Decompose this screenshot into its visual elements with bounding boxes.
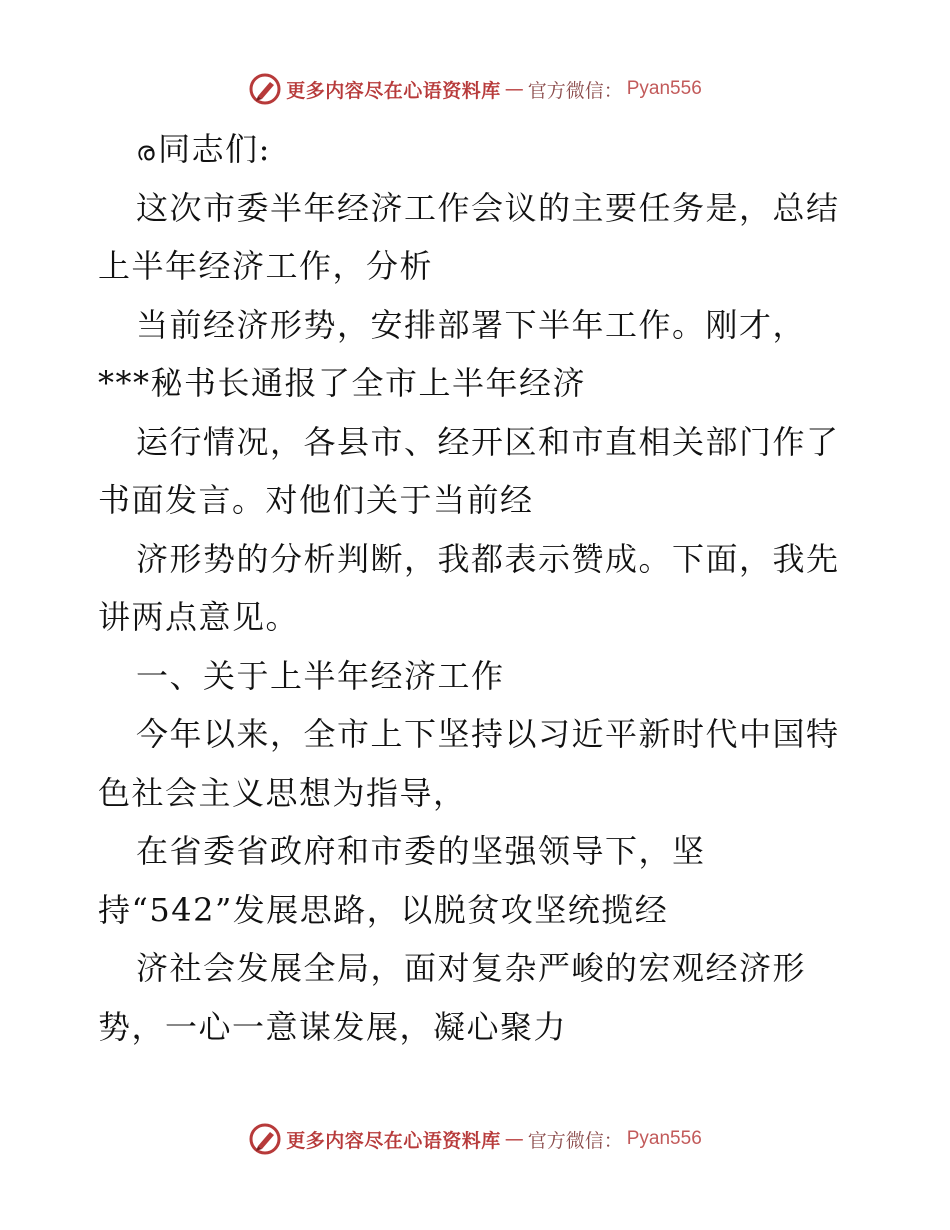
- text-line: 当前经济形势，安排部署下半年工作。刚才，: [136, 305, 807, 344]
- pen-logo-icon: [248, 1122, 282, 1156]
- watermark-wechat-id: Pyan556: [626, 78, 702, 99]
- watermark-dash: —: [504, 78, 524, 100]
- watermark-text: 更多内容尽在心语资料库: [286, 79, 501, 102]
- text-line: ***秘书长通报了全市上半年经济: [98, 364, 587, 402]
- watermark-dash: —: [504, 1128, 524, 1150]
- greeting: 同志们:: [158, 130, 271, 168]
- bullet-icon: ര: [136, 137, 157, 167]
- watermark-text: 更多内容尽在心语资料库: [286, 1129, 501, 1152]
- text-line: 书面发言。对他们关于当前经: [98, 481, 534, 519]
- header-watermark: [0, 72, 950, 106]
- text-line: 势，一心一意谋发展，凝心聚力: [98, 1007, 568, 1046]
- text-line: 讲两点意见。: [98, 598, 300, 636]
- text-line: 色社会主义思想为指导，: [98, 773, 467, 812]
- text-line: 济社会发展全局，面对复杂严峻的宏观经济形: [136, 949, 807, 987]
- text-line: 今年以来，全市上下坚持以习近平新时代中国特: [136, 715, 840, 753]
- text-line: 济形势的分析判断，我都表示赞成。下面，我先: [136, 539, 840, 578]
- pen-logo-icon: [248, 72, 282, 106]
- watermark-wechat-id: Pyan556: [626, 1128, 702, 1149]
- text-line: 在省委省政府和市委的坚强领导下，坚: [136, 832, 706, 870]
- greeting-line: [98, 120, 858, 179]
- text-line: 持“542”发展思路，以脱贫攻坚统揽经: [98, 890, 669, 929]
- footer-watermark: [0, 1122, 950, 1156]
- paragraph-lines: [98, 179, 858, 1057]
- text-line: 运行情况，各县市、经开区和市直相关部门作了: [136, 422, 840, 461]
- text-line: 上半年经济工作，分析: [98, 247, 434, 285]
- watermark-label: 官方微信：: [527, 79, 623, 102]
- watermark-label: 官方微信：: [527, 1129, 623, 1152]
- text-line: 这次市委半年经济工作会议的主要任务是，总结: [136, 188, 840, 227]
- document-body: [98, 120, 858, 1056]
- text-line: 一、关于上半年经济工作: [136, 656, 505, 695]
